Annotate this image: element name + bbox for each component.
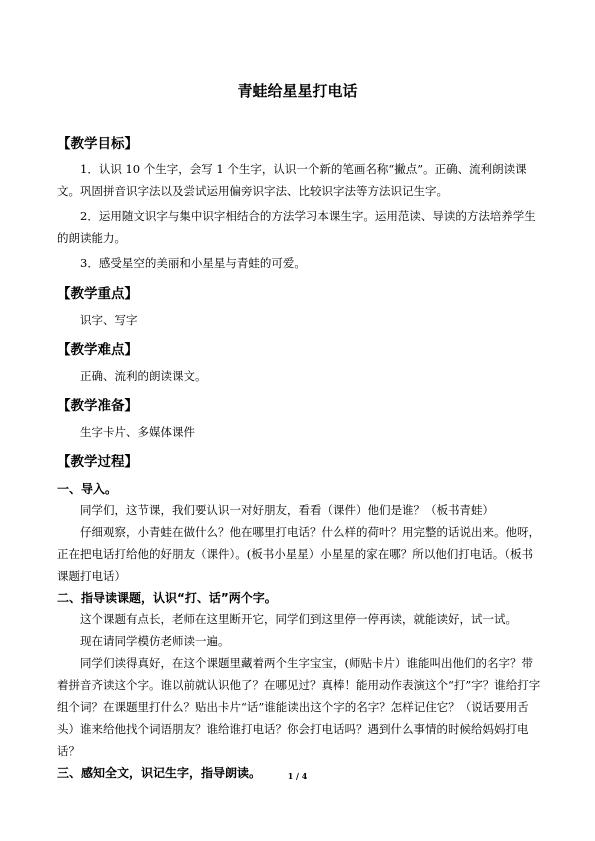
- step1-para-1: 同学们，这节课，我们要认识一对好朋友，看看（课件）他们是谁？（板书青蛙）: [80, 503, 494, 517]
- heading-difficulties: 【教学难点】: [57, 342, 138, 358]
- step2-para-1: 这个课题有点长，老师在这里断开它，同学们到这里停一停再读，就能读好，试一试。: [80, 612, 517, 626]
- heading-goals: 【教学目标】: [57, 136, 138, 152]
- difficulties-text: 正确、流利的朗读课文。: [80, 369, 207, 383]
- goal-item-1: 1．认识 10 个生字，会写 1 个生字，认识一个新的笔画名称“撇点”。正确、流利朗读课文。巩固拼音识字法以及尝试运用偏旁识字法、比较识字法等方法识记生字。: [57, 162, 527, 198]
- goal-item-3: 3．感受星空的美丽和小星星与青蛙的可爱。: [80, 256, 306, 270]
- step2-para-3: 同学们读得真好，在这个课题里藏着两个生字宝宝，(师贴卡片）谁能叫出他们的名字？带着拼音齐读这个字。谁以前就认识他了？在哪见过？真棒！能用动作表演这个“打”字？谁给打字组个词？在课题里打什么？贴出卡片“话”谁能读出这个字的名字？怎样记住它？（说话要用舌头）谁来给他找个词语朋友？谁给谁打电话？你会打电话吗？遇到什么事情的时候给妈妈打电话？: [57, 656, 541, 758]
- step2-para-2: 现在请同学模仿老师读一遍。: [80, 634, 230, 648]
- page-number: 1 / 4: [287, 771, 308, 781]
- goal-item-2: 2．运用随文识字与集中识字相结合的方法学习本课生字。运用范读、导读的方法培养学生的朗读能力。: [57, 209, 536, 245]
- step1-para-2: 仔细观察，小青蛙在做什么？他在哪里打电话？什么样的荷叶？用完整的话说出来。他呀，正在把电话打给他的好朋友（课件）。(板书小星星）小星星的家在哪？所以他们打电话。（板书课题打电话）: [57, 525, 540, 583]
- heading-process: 【教学过程】: [57, 454, 138, 470]
- heading-preparation: 【教学准备】: [57, 398, 138, 414]
- step2-heading: 二、指导读课题，认识“打、话”两个字。: [57, 591, 277, 605]
- document-title: 青蛙给星星打电话: [237, 82, 358, 100]
- preparation-text: 生字卡片、多媒体课件: [80, 425, 195, 439]
- step1-heading: 一、导入。: [57, 482, 118, 496]
- keypoints-text: 识字、写字: [80, 313, 138, 327]
- document-body: [57, 132, 542, 781]
- step3-heading: 三、感知全文，识记生字，指导朗读。: [57, 766, 262, 780]
- heading-keypoints: 【教学重点】: [57, 286, 138, 302]
